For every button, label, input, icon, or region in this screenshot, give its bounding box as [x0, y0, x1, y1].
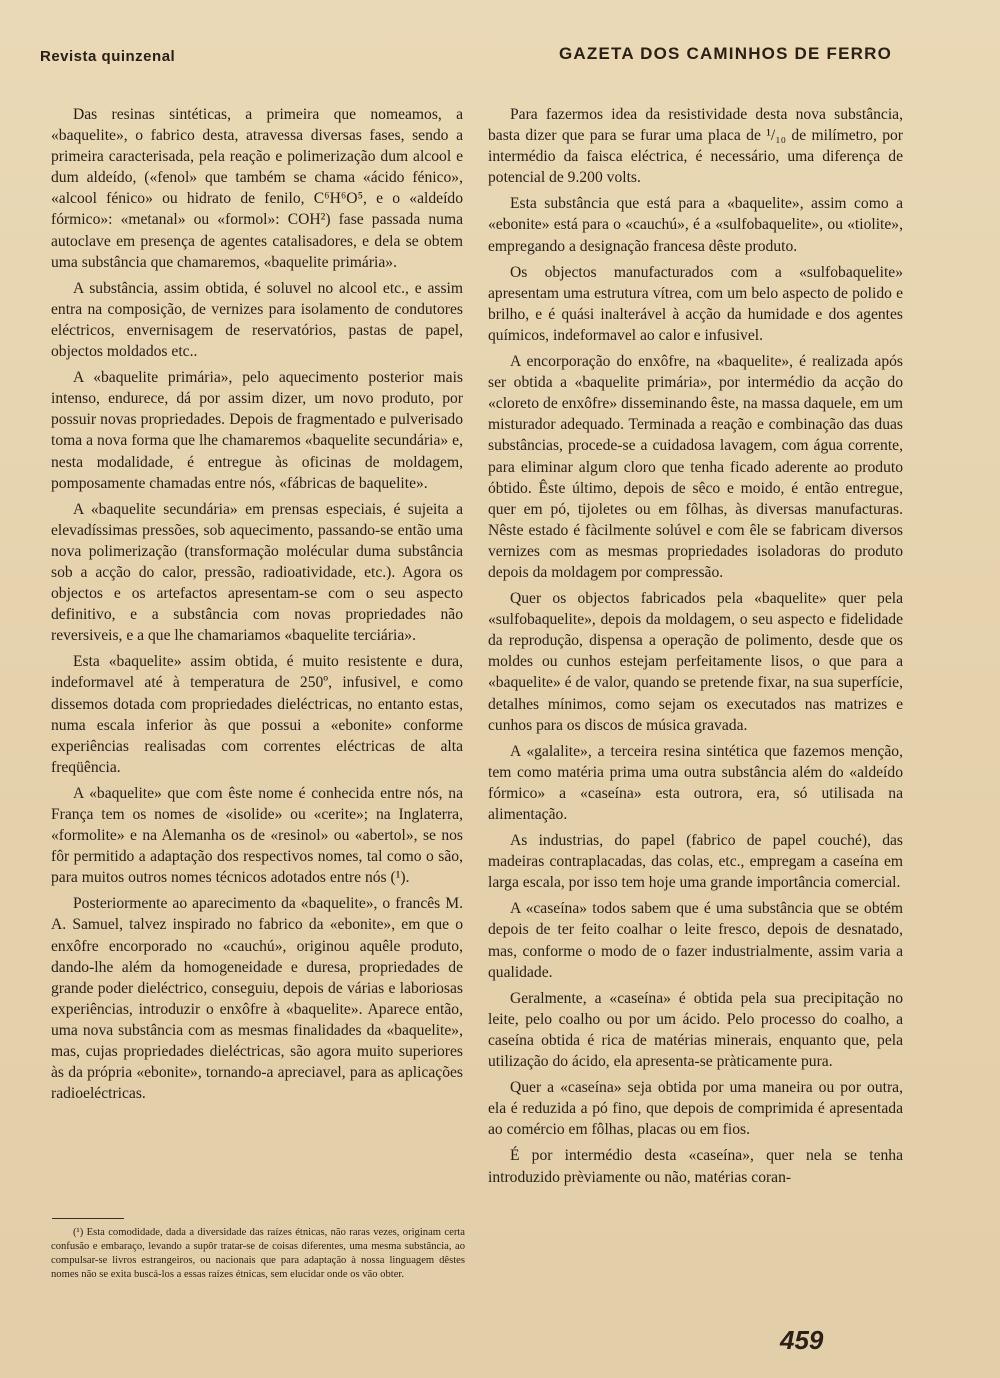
paragraph: A encorporação do enxôfre, na «baquelite», é realizada após ser obtida a «baquelite primária», por intermédio da acção do «cloreto de enxôfre» disseminando êste, na massa daquele, em um misturador adequado. Terminada a reação e combinação das duas substâncias, procede-se a cuidadosa lavagem, com água corrente, para eliminar algum cloro que tenha ficado aderente ao produto óbtido. Êste último, depois de sêco e moido, é então entregue, quer em pó, tijoletes ou em fôlhas, às diversas manufacturas. Nêste estado é fàcilmente solúvel e com êle se fabricam diversos vernizes com as mesmas propriedades isoladoras do produto depois da moldagem por compressão. — [488, 353, 903, 581]
running-header-right: GAZETA DOS CAMINHOS DE FERRO — [559, 44, 892, 63]
paragraph: Das resinas sintéticas, a primeira que nomeamos, a «baquelite», o fabrico desta, atravessa diversas fases, sendo a primeira caracterisada, pela reação e polimerização dum alcool e dum aldeído, («fenol» que também se chama «ácido fénico», «alcool fénico» ou hidrato de fenilo, C⁶H⁶O⁵, e o «aldeído fórmico»: «metanal» ou «formol»: COH²) fase passada numa autoclave em presença de agentes catalisadores, e dela se obtem uma substância que chamaremos, «baquelite primária». — [51, 106, 463, 271]
paragraph: A «baquelite primária», pelo aquecimento posterior mais intenso, endurece, dá por assim dizer, um novo produto, por possuir novas propriedades. Depois de fragmentado e pulverisado toma a nova forma que lhe chamaremos «baquelite secundária» e, nesta modalidade, é entregue às oficinas de moldagem, pomposamente chamadas entre nós, «fábricas de baquelite». — [51, 369, 463, 492]
paragraph: Quer os objectos fabricados pela «baquelite» quer pela «sulfobaquelite», depois da moldagem, o seu aspecto e fidelidade da reprodução, dispensa a operação de polimento, desde que os moldes ou cunhos estejam perfeitamente lisos, o que para a «baquelite» é de valor, quando se pretende fixar, na sua superfície, detalhes mínimos, como sejam os executados nas matrizes e cunhos para os discos de música gravada. — [488, 590, 903, 734]
paragraph: A «baquelite» que com êste nome é conhecida entre nós, na França tem os nomes de «isolide» ou «cerite»; na Inglaterra, «formolite» e na Alemanha os de «resinol» ou «abertol», se nos fôr permitido a adaptação dos respectivos nomes, tal como o são, para muitos outros nomes técnicos adotados entre nós (¹). — [51, 784, 463, 887]
paragraph: A substância, assim obtida, é soluvel no alcool etc., e assim entra na composição, de vernizes para isolamento de condutores eléctricos, envernisagem de reservatórios, pastas de papel, objectos moldados etc.. — [51, 279, 463, 361]
right-column — [488, 104, 903, 1193]
running-header-left: Revista quinzenal — [40, 48, 176, 65]
footnote-text: (¹) Esta comodidade, dada a diversidade das raízes étnicas, não raras vezes, originam certa confusão e embaraço, levando a supôr tratar-se de coisas diferentes, uma mesma substância, ao compulsar-se livros estrangeiros, ou nacionais que para adaptação à nossa linguagem dêstes nomes não se exita buscá-los a essas raízes étnicas, sem elucidar onde os vão obter. — [51, 1227, 465, 1281]
paragraph: Os objectos manufacturados com a «sulfobaquelite» apresentam uma estrutura vítrea, com um belo aspecto de polido e brilho, e é quási inalterável à acção da humidade e dos agentes químicos, indeformavel ao calor e infusivel. — [488, 263, 903, 344]
paragraph: Geralmente, a «caseína» é obtida pela sua precipitação no leite, pelo coalho ou por um ácido. Pelo processo do coalho, a caseína obtida é rica de matérias minerais, enquanto que, pela utilização do ácido, ela apresenta-se pràticamente pura. — [488, 989, 903, 1071]
paragraph: Para fazermos idea da resistividade desta nova substância, basta dizer que para se furar uma placa de ¹/₁₀ de milímetro, por intermédio da faisca eléctrica, é necessário, uma diferença de potencial de 9.200 volts. — [488, 106, 903, 187]
paragraph: Posteriormente ao aparecimento da «baquelite», o francês M. A. Samuel, talvez inspirado no fabrico da «ebonite», em que o enxôfre encorporado no «cauchú», originou aquêle produto, dando-lhe além da homogeneidade e duresa, propriedades de grande poder dieléctrico, conseguiu, depois de várias e laboriosas experiências, introduzir o enxôfre à «baquelite». Aparece então, uma nova substância com as mesmas finalidades da «baquelite», mas, cujas propriedades dieléctricas, são agora muito superiores às da própria «ebonite», tornando-a apreciavel, para as aplicações radioeléctricas. — [51, 895, 463, 1103]
footnote — [51, 1226, 465, 1282]
paragraph: A «caseína» todos sabem que é uma substância que se obtém depois de ter feito coalhar o leite fresco, depois de desnatado, mas, conforme o modo de o fazer industrialmente, assim varia a qualidade. — [488, 900, 903, 981]
paragraph: A «galalite», a terceira resina sintética que fazemos menção, tem como matéria prima uma outra substância além do «aldeído fórmico» a «caseína» esta outrora, era, só utilisada na alimentação. — [488, 742, 903, 823]
page-number: 459 — [780, 1325, 824, 1355]
paragraph: Esta substância que está para a «baquelite», assim como a «ebonite» está para o «cauchú», é a «sulfobaquelite», ou «tiolite», empregando a designação francesa dêste produto. — [488, 195, 903, 255]
paragraph: É por intermédio desta «caseína», quer nela se tenha introduzido prèviamente ou não, matérias coran- — [488, 1147, 903, 1186]
paragraph: Esta «baquelite» assim obtida, é muito resistente e dura, indeformavel até à temperatura de 250º, infusivel, e como dissemos dotada com propriedades dieléctricas, no entanto estas, numa escala inferior às que possui a «ebonite» conforme experiências realisadas com correntes eléctricas de alta freqüência. — [51, 653, 463, 776]
paragraph: Quer a «caseína» seja obtida por uma maneira ou por outra, ela é reduzida a pó fino, que depois de comprimida é apresentada ao comércio em fôlhas, placas ou em fios. — [488, 1079, 903, 1139]
paragraph: As industrias, do papel (fabrico de papel couché), das madeiras contraplacadas, das colas, etc., empregam a caseína em larga escala, por isso tem hoje uma grande importância comercial. — [488, 832, 903, 892]
footnote-divider — [52, 1218, 124, 1219]
left-column — [51, 104, 463, 1109]
paragraph: A «baquelite secundária» em prensas especiais, é sujeita a elevadíssimas pressões, sob aquecimento, passando-se então uma nova polimerização (transformação molécular duma substância sob a acção do calor, pressão, radioatividade, etc.). Agora os objectos e os artefactos apresentam-se com o seu aspecto definitivo, e a substância com novas propriedades não reversiveis, e a que lhe chamariamos «baquelite terciária». — [51, 500, 463, 645]
